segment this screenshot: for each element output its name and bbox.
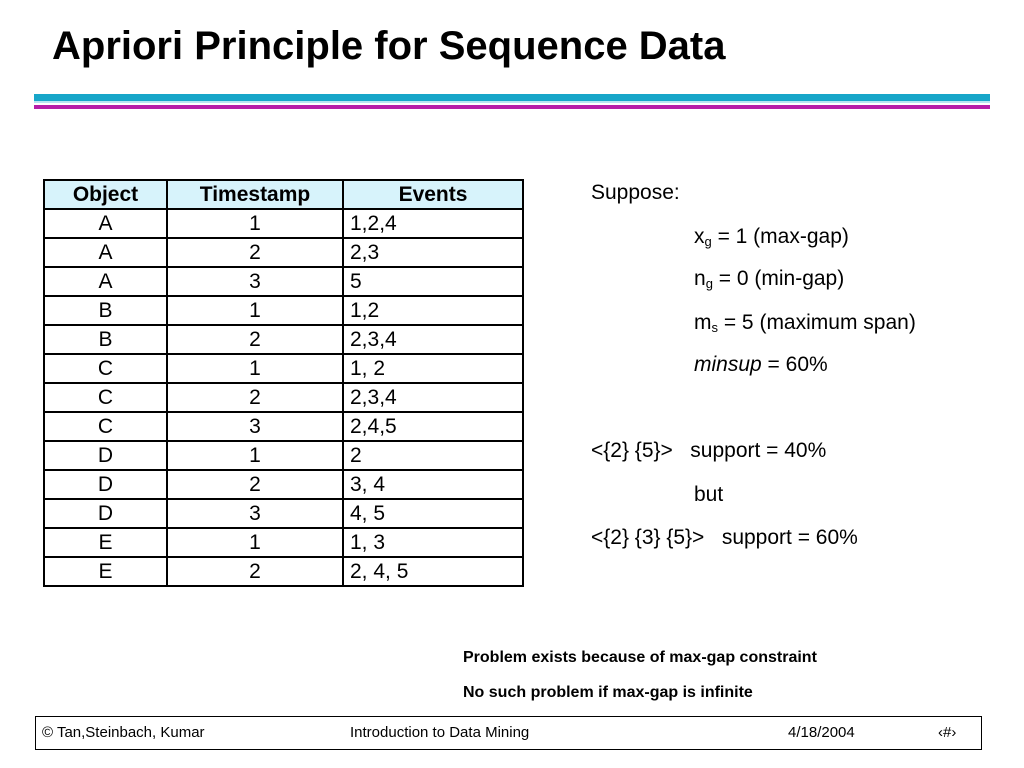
cell-timestamp: 1 bbox=[167, 209, 343, 238]
cell-events: 2,3,4 bbox=[343, 383, 523, 412]
slide-footer bbox=[35, 716, 982, 750]
cell-object: A bbox=[44, 267, 167, 296]
suppose-label: Suppose: bbox=[591, 181, 680, 204]
min-gap-line bbox=[694, 266, 844, 292]
cell-timestamp: 1 bbox=[167, 354, 343, 383]
cell-timestamp: 2 bbox=[167, 325, 343, 354]
footer-date: 4/18/2004 bbox=[788, 724, 855, 741]
cell-object: E bbox=[44, 528, 167, 557]
cell-object: B bbox=[44, 325, 167, 354]
title-rule-light bbox=[34, 101, 990, 103]
column-header-object: Object bbox=[44, 180, 167, 209]
cell-timestamp: 1 bbox=[167, 528, 343, 557]
cell-events: 2, 4, 5 bbox=[343, 557, 523, 586]
min-gap-value: = 0 (min-gap) bbox=[712, 267, 845, 290]
cell-timestamp: 2 bbox=[167, 238, 343, 267]
cell-timestamp: 3 bbox=[167, 412, 343, 441]
cell-timestamp: 1 bbox=[167, 441, 343, 470]
sequence-2-3-5-support: <{2} {3} {5}> support = 60% bbox=[591, 526, 858, 549]
table-row bbox=[44, 557, 523, 586]
table-row bbox=[44, 470, 523, 499]
cell-events: 5 bbox=[343, 267, 523, 296]
but-label: but bbox=[694, 483, 724, 506]
cell-object: D bbox=[44, 470, 167, 499]
cell-timestamp: 3 bbox=[167, 267, 343, 296]
cell-events: 1,2 bbox=[343, 296, 523, 325]
cell-timestamp: 2 bbox=[167, 557, 343, 586]
max-span-value: = 5 (maximum span) bbox=[718, 311, 916, 334]
cell-events: 4, 5 bbox=[343, 499, 523, 528]
column-header-events: Events bbox=[343, 180, 523, 209]
max-span-line bbox=[694, 310, 916, 336]
title-rule-magenta bbox=[34, 105, 990, 109]
cell-events: 2,4,5 bbox=[343, 412, 523, 441]
footer-page-number: ‹#› bbox=[938, 724, 957, 741]
cell-events: 1, 3 bbox=[343, 528, 523, 557]
max-gap-value: = 1 (max-gap) bbox=[711, 225, 849, 248]
table-row bbox=[44, 499, 523, 528]
max-gap-line bbox=[694, 224, 849, 250]
cell-object: A bbox=[44, 238, 167, 267]
table-row bbox=[44, 296, 523, 325]
max-span-subscript: s bbox=[711, 320, 718, 335]
cell-object: C bbox=[44, 412, 167, 441]
footer-course-title: Introduction to Data Mining bbox=[350, 724, 530, 741]
cell-events: 3, 4 bbox=[343, 470, 523, 499]
cell-events: 1,2,4 bbox=[343, 209, 523, 238]
max-gap-variable: x bbox=[694, 225, 705, 248]
min-gap-variable: n bbox=[694, 267, 706, 290]
cell-object: A bbox=[44, 209, 167, 238]
table-header-row bbox=[44, 180, 523, 209]
max-span-variable: m bbox=[694, 311, 712, 334]
cell-object: B bbox=[44, 296, 167, 325]
cell-events: 2 bbox=[343, 441, 523, 470]
title-rule-cyan bbox=[34, 94, 990, 101]
min-gap-subscript: g bbox=[705, 276, 713, 291]
cell-events: 2,3 bbox=[343, 238, 523, 267]
sequence-2-5-support: <{2} {5}> support = 40% bbox=[591, 439, 827, 462]
slide-title: Apriori Principle for Sequence Data bbox=[52, 24, 726, 68]
table-row bbox=[44, 412, 523, 441]
note-infinite-max-gap: No such problem if max-gap is infinite bbox=[463, 684, 753, 701]
minsup-line bbox=[694, 352, 828, 378]
table-row bbox=[44, 325, 523, 354]
cell-object: C bbox=[44, 354, 167, 383]
table-row bbox=[44, 441, 523, 470]
footer-copyright: © Tan,Steinbach, Kumar bbox=[42, 724, 205, 741]
cell-object: E bbox=[44, 557, 167, 586]
cell-events: 1, 2 bbox=[343, 354, 523, 383]
table-row bbox=[44, 528, 523, 557]
minsup-label: minsup bbox=[694, 353, 762, 376]
table-row bbox=[44, 209, 523, 238]
note-max-gap-problem: Problem exists because of max-gap constraint bbox=[463, 649, 817, 666]
cell-timestamp: 1 bbox=[167, 296, 343, 325]
minsup-value: = 60% bbox=[761, 353, 828, 376]
cell-timestamp: 2 bbox=[167, 470, 343, 499]
cell-events: 2,3,4 bbox=[343, 325, 523, 354]
cell-object: D bbox=[44, 441, 167, 470]
max-gap-subscript: g bbox=[704, 234, 712, 249]
sequence-table bbox=[43, 179, 524, 587]
table-row bbox=[44, 267, 523, 296]
table-row bbox=[44, 238, 523, 267]
cell-object: C bbox=[44, 383, 167, 412]
cell-timestamp: 2 bbox=[167, 383, 343, 412]
cell-timestamp: 3 bbox=[167, 499, 343, 528]
cell-object: D bbox=[44, 499, 167, 528]
table-row bbox=[44, 354, 523, 383]
table-body bbox=[44, 209, 523, 586]
table-row bbox=[44, 383, 523, 412]
column-header-timestamp: Timestamp bbox=[167, 180, 343, 209]
